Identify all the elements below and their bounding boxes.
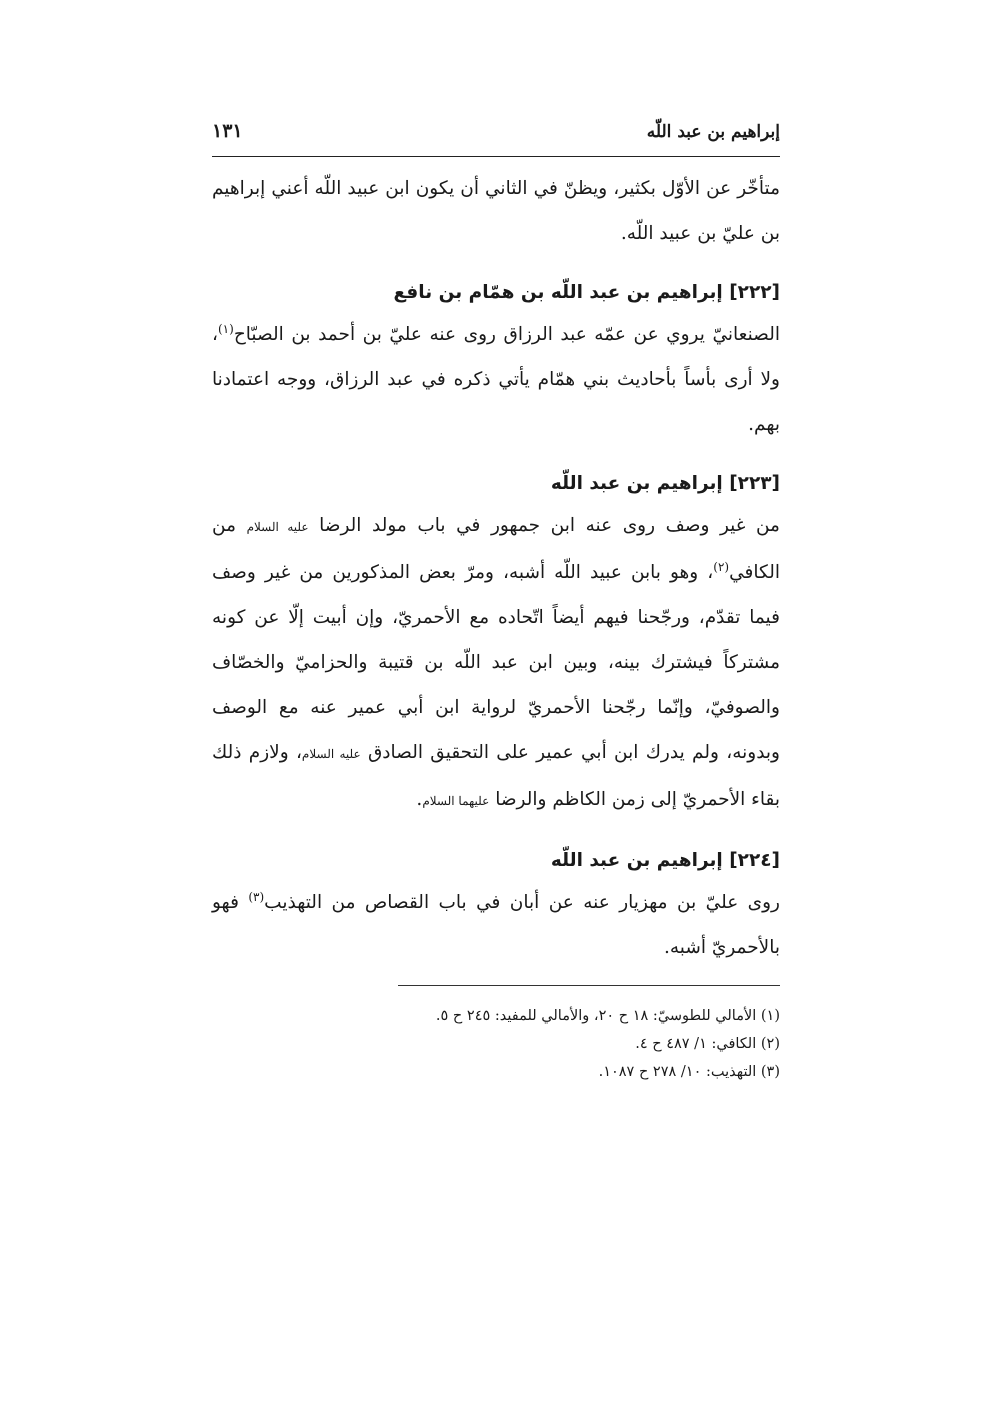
- entry-224-heading: [٢٢٤] إبراهيم بن عبد اللّه: [550, 850, 780, 871]
- entry-223-text-d: ، ولازم ذلك بقاء الأحمريّ إلى زمن الكاظم والرضا: [212, 742, 780, 810]
- entry-223-text-a: من غير وصف روى عنه ابن جمهور في باب مولد الرضا: [319, 515, 780, 536]
- entry-223-heading: [٢٢٣] إبراهيم بن عبد اللّه: [550, 473, 780, 494]
- honorific-symbol: عليه السلام: [246, 520, 309, 534]
- main-text: [212, 166, 780, 970]
- entry-222-text-a: الصنعانيّ يروي عن عمّه عبد الرزاق روى عنه عليّ بن أحمد بن الصبّاح: [233, 324, 780, 345]
- entry-222-text-b: ، ولا أرى بأساً بأحاديث بني همّام يأتي ذكره في عبد الرزاق، ووجه اعتمادنا بهم.: [212, 324, 780, 435]
- entry-222-heading: [٢٢٢] إبراهيم بن عبد اللّه بن همّام بن نافع: [393, 282, 780, 303]
- entry-223-text-c: ، وهو بابن عبيد اللّه أشبه، ومرّ بعض المذكورين من غير وصف فيما تقدّم، ورجّحنا فيهم أيضاً اتّحاده مع الأحمريّ، وإن أبيت إلّا عن كونه مشتركاً فيشترك بينه، وبين ابن عبد اللّه بن قتيبة والحزاميّ والخصّاف والصوفيّ، وإنّما رجّحنا الأحمريّ لرواية ابن أبي عمير عنه مع الوصف وبدونه، ولم يدرك ابن أبي عمير على التحقيق الصادق: [212, 562, 780, 763]
- running-title: إبراهيم بن عبد اللّه: [646, 122, 780, 142]
- entry-222-paragraph: [212, 312, 780, 447]
- entry-224-paragraph: [212, 880, 780, 970]
- footnote-2: (٢) الكافي: ١/ ٤٨٧ ح ٤.: [635, 1036, 780, 1052]
- footnote-ref-1: (١): [217, 321, 234, 336]
- footnote-divider: [398, 985, 780, 986]
- footnote-ref-2: (٢): [713, 559, 730, 574]
- header-divider: [212, 156, 780, 157]
- footnote-ref-3: (٣): [248, 889, 265, 904]
- intro-paragraph: متأخّر عن الأوّل بكثير، ويظنّ في الثاني أن يكون ابن عبيد اللّه أعني إبراهيم بن عليّ بن عبيد اللّه.: [212, 178, 780, 244]
- footnotes: [212, 1002, 780, 1086]
- footnote-3: (٣) التهذيب: ١٠/ ٢٧٨ ح ١٠٨٧.: [598, 1064, 780, 1080]
- entry-223-paragraph: [212, 503, 780, 824]
- entry-223-text-e: .: [416, 789, 423, 810]
- honorific-symbol: عليهما السلام: [422, 794, 490, 808]
- page-number: ١٣١: [212, 120, 243, 142]
- entry-224-text-a: روى عليّ بن مهزيار عنه عن أبان في باب القصاص من التهذيب: [264, 892, 780, 913]
- entry-224-text-b: فهو بالأحمريّ أشبه.: [212, 892, 780, 958]
- honorific-symbol: عليه السلام: [301, 747, 361, 761]
- entry-223-text-b: من الكافي: [212, 515, 780, 583]
- page-header: [212, 118, 780, 154]
- footnote-1: (١) الأمالي للطوسيّ: ١٨ ح ٢٠، والأمالي للمفيد: ٢٤٥ ح ٥.: [435, 1008, 780, 1024]
